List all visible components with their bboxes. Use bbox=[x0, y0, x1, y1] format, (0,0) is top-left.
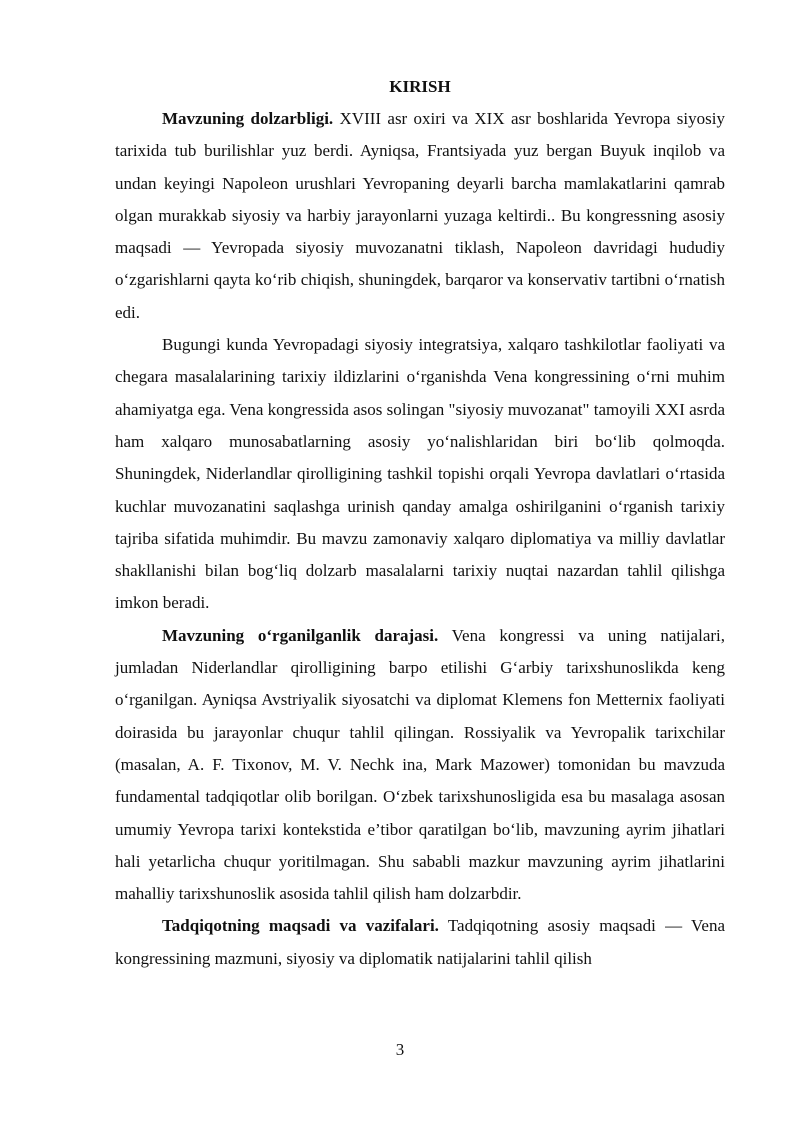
paragraph-heading: Mavzuning o‘rganilganlik darajasi. bbox=[162, 625, 439, 645]
paragraph-goals bbox=[115, 910, 725, 975]
section-title: KIRISH bbox=[389, 77, 451, 96]
paragraph-study-level bbox=[115, 620, 725, 911]
paragraph-text: Bugungi kunda Yevropadagi siyosiy integratsiya, xalqaro tashkilotlar faoliyati va chegara masalalarining tarixiy ildizlarini o‘rganishda Vena kongressining o‘rni muhim ahamiyatga ega. Vena kongressida asos solingan "siyosiy muvozanat" tamoyili XXI asrda ham xalqaro munosabatlarning asosiy yo‘nalishlaridan biri bo‘lib qolmoqda. Shuningdek, Niderlandlar qirolligining tashkil topishi orqali Yevropa davlatlari o‘rtasida kuchlar muvozanatini saqlashga urinish qanday amalga oshirilganini o‘rganish tarixiy tajriba sifatida muhimdir. Bu mavzu zamonaviy xalqaro diplomatiya va milliy davlatlar shakllanishi bilan bog‘liq dolzarb masalalarni tarixiy nuqtai nazardan tahlil qilishga imkon beradi. bbox=[115, 335, 725, 613]
paragraph-text: XVIII asr oxiri va XIX asr boshlarida Yevropa siyosiy tarixida tub burilishlar yuz berdi. Ayniqsa, Frantsiyada yuz bergan Buyuk inqilob va undan keyingi Napoleon urushlari Yevropaning deyarli barcha mamlakatlarini qamrab olgan murakkab siyosiy va harbiy jarayonlarni yuzaga keltirdi.. Bu kongressning asosiy maqsadi — Yevropada siyosiy muvozanatni tiklash, Napoleon davridagi hududiy o‘zgarishlarni qayta ko‘rib chiqish, shuningdek, barqaror va konservativ tartibni o‘rnatish edi. bbox=[115, 109, 725, 322]
paragraph-relevance bbox=[115, 103, 725, 329]
page-content bbox=[115, 75, 725, 975]
paragraph-today bbox=[115, 329, 725, 620]
paragraph-text: Vena kongressi va uning natijalari, jumladan Niderlandlar qirolligining barpo etilishi G‘arbiy tarixshunoslikda keng o‘rganilgan. Ayniqsa Avstriyalik siyosatchi va diplomat Klemens fon Metternix faoliyati doirasida bu jarayonlar chuqur tahlil qilingan. Rossiyalik va Yevropalik tarixchilar (masalan, A. F. Tixonov, M. V. Nechk ina, Mark Mazower) tomonidan bu mavzuda fundamental tadqiqotlar olib borilgan. O‘zbek tarixshunosligida esa bu masalaga asosan umumiy Yevropa tarixi kontekstida e’tibor qaratilgan bo‘lib, mavzuning ayrim jihatlari hali yetarlicha chuqur yoritilmagan. Shu sababli mazkur mavzuning ayrim jihatlarini mahalliy tarixshunoslik asosida tahlil qilish ham dolzarbdir. bbox=[115, 625, 725, 904]
paragraph-text: Tadqiqotning asosiy maqsadi — Vena kongressining mazmuni, siyosiy va diplomatik natijalarini tahlil qilish bbox=[115, 916, 725, 968]
paragraph-heading: Tadqiqotning maqsadi va vazifalari. bbox=[162, 916, 439, 936]
paragraph-heading: Mavzuning dolzarbligi. bbox=[162, 109, 334, 128]
page-number: 3 bbox=[395, 1040, 405, 1059]
